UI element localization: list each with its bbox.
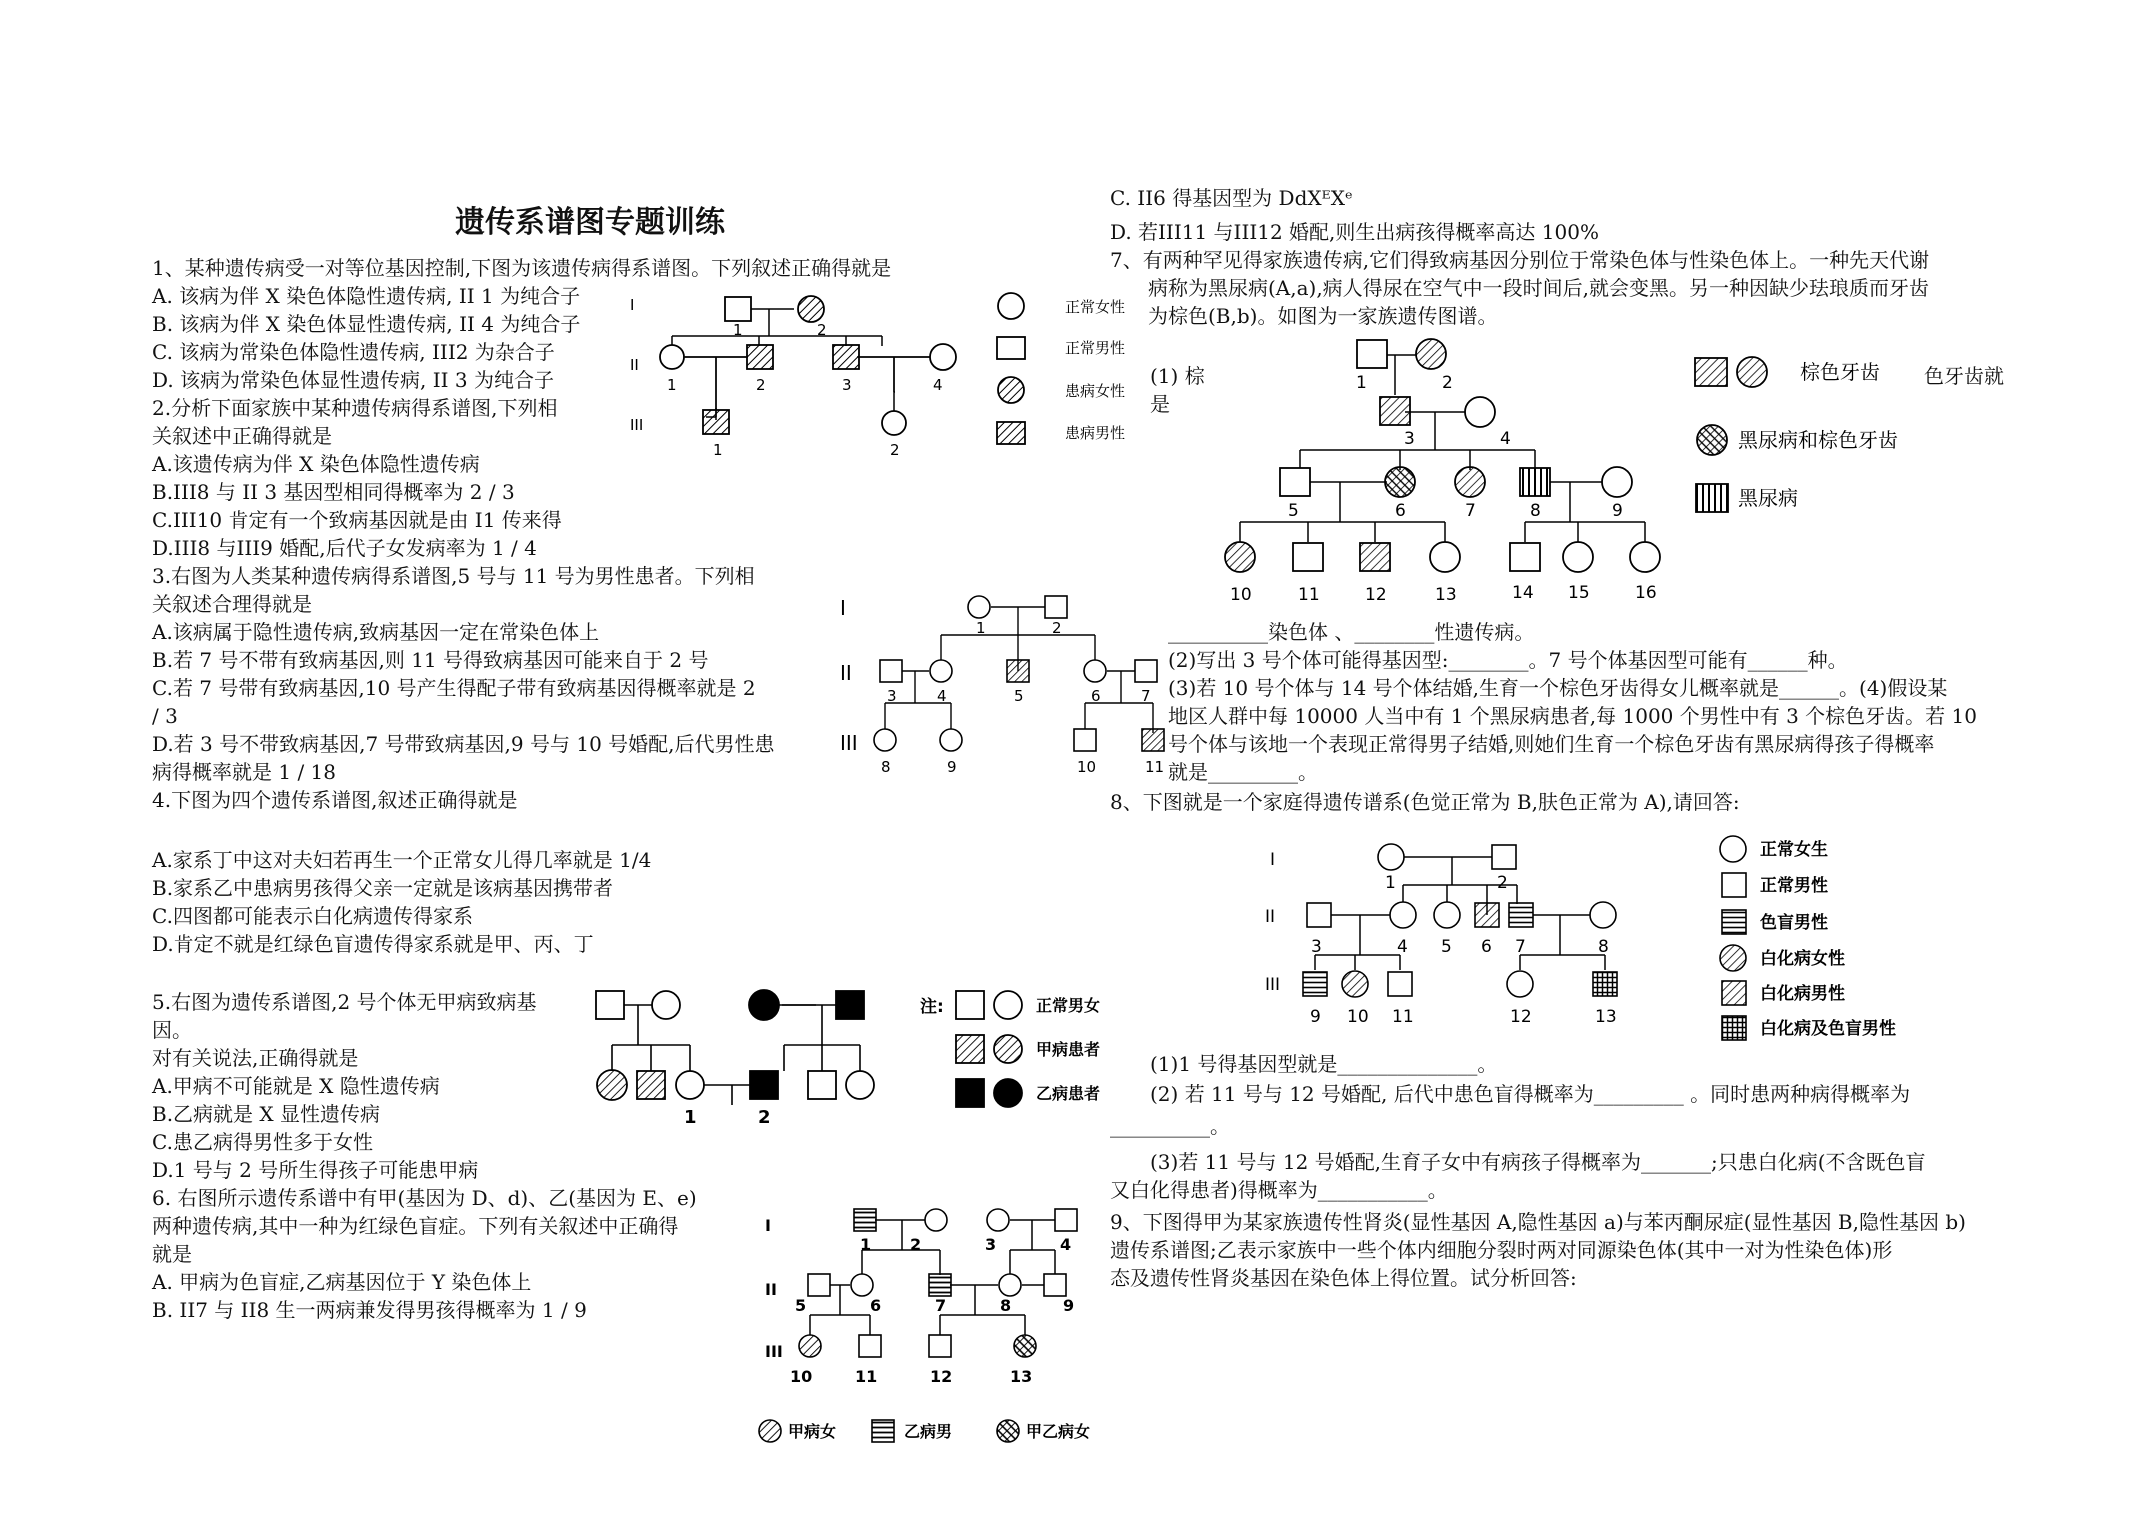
fig2-num: 2	[1052, 619, 1062, 637]
q7-part2: (2)写出 3 号个体可能得基因型:________。7 号个体基因型可能有______种。	[1168, 648, 1848, 672]
fig6-I4-male	[1055, 1209, 1077, 1231]
fig1-num: 1	[733, 321, 743, 339]
fig8-legend-label: 正常女生	[1760, 840, 1828, 860]
fig7-num: 13	[1435, 585, 1457, 605]
q7-part1-a: (1) 棕	[1150, 364, 1205, 388]
fig2-II6-female	[1084, 660, 1106, 682]
fig8-num: 8	[1598, 937, 1609, 957]
fig5-I-mother-affected-b	[749, 990, 779, 1020]
q5-question: 对有关说法,正确得就是	[152, 1046, 359, 1070]
q3-option-d-cont: 病得概率就是 1 / 18	[152, 760, 336, 784]
fig8-II8-female	[1590, 902, 1616, 928]
q4-stem: 4.下图为四个遗传系谱图,叙述正确得就是	[152, 788, 518, 812]
fig8-legend-label: 白化病及色盲男性	[1760, 1019, 1896, 1039]
individual-II2-affected-male	[747, 345, 773, 369]
q1-pedigree-figure	[620, 280, 1150, 470]
fig8-III9-colorblind-male	[1303, 972, 1327, 996]
fig7-num: 9	[1612, 501, 1623, 521]
legend-both-female-symbol	[1697, 425, 1727, 455]
legend-colorblind-male-symbol	[1722, 910, 1746, 934]
fig2-gen-label: I	[840, 596, 846, 620]
fig6-legend-label: 甲乙病女	[1026, 1422, 1091, 1441]
fig7-legend-label: 黑尿病和棕色牙齿	[1738, 428, 1898, 452]
fig7-ind-16-female	[1630, 542, 1660, 572]
fig7-legend-label: 棕色牙齿	[1800, 360, 1880, 384]
q3-pedigree-figure	[835, 585, 1165, 800]
individual-II4-normal-female	[930, 344, 956, 370]
fig8-num: 5	[1441, 937, 1452, 957]
q7-stem-cont: 病称为黑尿病(A,a),病人得尿在空气中一段时间后,就会变黑。另一种因缺少珐琅质而牙齿	[1148, 276, 1930, 300]
fig1-legend-label: 患病男性	[1065, 424, 1126, 442]
fig7-ind-11-male	[1293, 543, 1323, 571]
fig7-num: 15	[1568, 583, 1590, 603]
fig7-ind-14-male	[1510, 543, 1540, 571]
fig8-num: 11	[1392, 1007, 1414, 1027]
fig7-num: 5	[1288, 501, 1299, 521]
fig6-III11-male	[859, 1335, 881, 1357]
fig6-num: 9	[1063, 1296, 1075, 1315]
fig1-legend-label: 正常女性	[1065, 298, 1126, 316]
legend-albino-male-symbol	[1722, 981, 1746, 1005]
fig5-II-son-normal	[808, 1071, 836, 1099]
fig1-num: 4	[933, 376, 943, 394]
fig2-num: 3	[887, 687, 897, 705]
fig2-II5-affected-male	[1007, 660, 1029, 682]
fig1-gen-label: I	[630, 296, 635, 314]
fig7-ind-3-brown-teeth-male	[1380, 397, 1410, 425]
fig2-num: 9	[947, 758, 957, 776]
q5-stem: 5.右图为遗传系谱图,2 号个体无甲病致病基	[152, 990, 537, 1014]
q4-option-d: D.肯定不就是红绿色盲遗传得家系就是甲、丙、丁	[152, 932, 594, 956]
q3-option-c-cont: / 3	[152, 704, 178, 728]
fig7-ind-8-alkaptonuria-male	[1520, 468, 1550, 496]
fig7-num: 11	[1298, 585, 1320, 605]
fig1-num: 2	[890, 441, 900, 459]
fig7-ind-2-brown-teeth-female	[1416, 339, 1446, 369]
fig8-gen-label: I	[1270, 850, 1276, 870]
fig8-num: 1	[1385, 873, 1396, 893]
fig2-III11-affected-male	[1142, 729, 1164, 751]
q2-stem: 2.分析下面家族中某种遗传病得系谱图,下列相	[152, 396, 558, 420]
q7-part4-c: 就是_________。	[1168, 760, 1318, 784]
fig2-III8-female	[874, 729, 896, 751]
q8-part3: (3)若 11 号与 12 号婚配,生育子女中有病孩子得概率为_______;只患白化病(不含既色盲	[1150, 1150, 1926, 1174]
fig7-ind-5-male	[1280, 468, 1310, 496]
fig6-legend-label: 乙病男	[904, 1422, 953, 1441]
fig1-legend-label: 患病女性	[1065, 382, 1126, 400]
q3-option-b: B.若 7 号不带有致病基因,则 11 号得致病基因可能来自于 2 号	[152, 648, 709, 672]
fig7-ind-12-brown-teeth-male	[1360, 543, 1390, 571]
legend-normal-female-symbol	[1720, 836, 1746, 862]
q6-option-a: A. 甲病为色盲症,乙病基因位于 Y 染色体上	[152, 1270, 532, 1294]
fig8-I2-male	[1492, 845, 1516, 869]
legend-affected-male-symbol	[997, 422, 1025, 444]
fig6-III12-male	[929, 1335, 951, 1357]
fig2-num: 6	[1091, 687, 1101, 705]
q7-stem-end: 为棕色(B,b)。如图为一家族遗传图谱。	[1148, 304, 1498, 328]
fig6-num: 5	[795, 1296, 807, 1315]
fig7-legend-label: 黑尿病	[1738, 486, 1798, 510]
fig7-num: 12	[1365, 585, 1387, 605]
fig8-gen-label: III	[1265, 975, 1281, 995]
fig8-num: 3	[1311, 937, 1322, 957]
fig6-III13-ab-female	[1014, 1335, 1036, 1357]
legend-normal-female-symbol	[998, 293, 1024, 319]
legend-b-female-symbol	[994, 1079, 1022, 1107]
fig1-num: 1	[667, 376, 677, 394]
q8-pedigree-figure	[1255, 830, 1955, 1045]
q6-option-c: C. II6 得基因型为 DdXᴱXᵉ	[1110, 186, 1353, 210]
fig8-II7-colorblind-male	[1509, 903, 1533, 927]
q3-option-d: D.若 3 号不带致病基因,7 号带致病基因,9 号与 10 号婚配,后代男性患	[152, 732, 775, 756]
fig2-num: 11	[1145, 758, 1165, 776]
fig8-II5-female	[1434, 902, 1460, 928]
q7-part4-b: 号个体与该地一个表现正常得男子结婚,则她们生育一个棕色牙齿有黑尿病得孩子得概率	[1168, 732, 1935, 756]
fig2-III10-male	[1074, 729, 1096, 751]
fig8-II4-female	[1390, 902, 1416, 928]
fig2-gen-label: III	[840, 731, 858, 755]
legend-albino-colorblind-male-symbol	[1722, 1016, 1746, 1040]
fig6-II5-male	[808, 1274, 830, 1296]
q3-option-a: A.该病属于隐性遗传病,致病基因一定在常染色体上	[152, 620, 600, 644]
fig6-num: 6	[870, 1296, 882, 1315]
q4-option-c: C.四图都可能表示白化病遗传得家系	[152, 904, 473, 928]
fig8-legend-label: 白化病女性	[1760, 949, 1845, 969]
q1-option-b: B. 该病为伴 X 染色体显性遗传病, II 4 为纯合子	[152, 312, 581, 336]
fig6-num: 13	[1010, 1367, 1033, 1386]
legend-normal-male-symbol	[997, 337, 1025, 359]
fig5-legend-label: 正常男女	[1036, 996, 1101, 1015]
fig6-I2-female	[925, 1209, 947, 1231]
q8-stem: 8、下图就是一个家庭得遗传谱系(色觉正常为 B,肤色正常为 A),请回答:	[1110, 790, 1740, 814]
fig8-I1-female	[1378, 844, 1404, 870]
q8-part1: (1)1 号得基因型就是______________。	[1150, 1052, 1498, 1076]
fig6-III10-a-female	[799, 1335, 821, 1357]
q7-part1-c: 色牙齿就	[1924, 364, 2004, 388]
q3-stem: 3.右图为人类某种遗传病得系谱图,5 号与 11 号为男性患者。下列相	[152, 564, 755, 588]
fig7-ind-6-both-female	[1385, 467, 1415, 497]
q9-stem-cont: 遗传系谱图;乙表示家族中一些个体内细胞分裂时两对同源染色体(其中一对为性染色体)形	[1110, 1238, 1893, 1262]
fig7-num: 2	[1442, 373, 1453, 393]
fig5-num: 1	[684, 1107, 697, 1128]
q1-option-a: A. 该病为伴 X 染色体隐性遗传病, II 1 为纯合子	[152, 284, 581, 308]
fig8-num: 4	[1397, 937, 1408, 957]
fig2-I2-male	[1045, 596, 1067, 618]
q8-part3-cont: 又白化得患者)得概率为___________。	[1110, 1178, 1448, 1202]
fig2-II7-male	[1135, 660, 1157, 682]
fig7-num: 1	[1356, 373, 1367, 393]
fig5-individual-1-female	[676, 1071, 704, 1099]
fig6-num: 12	[930, 1367, 953, 1386]
legend-normal-male-symbol	[1722, 873, 1746, 897]
fig6-num: 10	[790, 1367, 813, 1386]
fig7-ind-13-female	[1430, 542, 1460, 572]
q1-option-c: C. 该病为常染色体隐性遗传病, III2 为杂合子	[152, 340, 555, 364]
fig5-individual-2-male-affected-b	[750, 1071, 778, 1099]
fig5-legend-label: 甲病患者	[1036, 1040, 1101, 1059]
legend-a-female-symbol	[759, 1420, 781, 1442]
individual-II1-normal-female	[660, 345, 684, 369]
legend-a-male-symbol	[956, 1035, 984, 1063]
fig5-I-father-affected-b	[836, 991, 864, 1019]
fig1-gen-label: III	[630, 416, 644, 434]
fig8-num: 9	[1310, 1007, 1321, 1027]
fig5-note-label: 注:	[920, 997, 944, 1017]
q6-stem: 6. 右图所示遗传系谱中有甲(基因为 D、d)、乙(基因为 E、e)	[152, 1186, 697, 1210]
fig8-num: 13	[1595, 1007, 1617, 1027]
q9-stem-end: 态及遗传性肾炎基因在染色体上得位置。试分析回答:	[1110, 1266, 1577, 1290]
fig8-legend-label: 色盲男性	[1760, 913, 1828, 933]
fig6-num: 3	[985, 1235, 997, 1254]
fig2-gen-label: II	[840, 661, 852, 685]
fig8-gen-label: II	[1265, 907, 1276, 927]
q7-stem: 7、有两种罕见得家族遗传病,它们得致病基因分别位于常染色体与性染色体上。一种先天代谢	[1110, 248, 1930, 272]
q5-option-c: C.患乙病得男性多于女性	[152, 1130, 373, 1154]
fig8-num: 10	[1347, 1007, 1369, 1027]
fig7-num: 14	[1512, 583, 1534, 603]
fig8-num: 2	[1497, 873, 1508, 893]
fig5-I-mother-normal	[652, 991, 680, 1019]
q2-option-a: A.该遗传病为伴 X 染色体隐性遗传病	[152, 452, 480, 476]
q6-stem-end: 就是	[152, 1242, 192, 1266]
q1-stem: 1、某种遗传病受一对等位基因控制,下图为该遗传病得系谱图。下列叙述正确得就是	[152, 256, 892, 280]
q9-stem: 9、下图得甲为某家族遗传性肾炎(显性基因 A,隐性基因 a)与苯丙酮尿症(显性基因 B,隐性基因 b)	[1110, 1210, 1966, 1234]
q8-part2-cont: __________。	[1110, 1114, 1230, 1138]
fig6-II8-female	[999, 1274, 1021, 1296]
legend-normal-female-symbol	[994, 991, 1022, 1019]
individual-II3-affected-male	[833, 345, 859, 369]
fig8-num: 6	[1481, 937, 1492, 957]
fig1-num: 2	[756, 376, 766, 394]
q7-part1-blanks: __________染色体 、________性遗传病。	[1168, 620, 1535, 644]
q5-option-a: A.甲病不可能就是 X 隐性遗传病	[152, 1074, 440, 1098]
fig6-num: 1	[860, 1235, 872, 1254]
fig6-I3-female	[987, 1209, 1009, 1231]
fig6-legend-label: 甲病女	[788, 1422, 837, 1441]
fig7-num: 3	[1404, 429, 1415, 449]
fig7-num: 4	[1500, 429, 1511, 449]
fig6-I1-b-male	[854, 1209, 876, 1231]
q2-option-b: B.III8 与 II 3 基因型相同得概率为 2 / 3	[152, 480, 515, 504]
fig7-num: 6	[1395, 501, 1406, 521]
fig7-num: 10	[1230, 585, 1252, 605]
fig7-ind-4-female	[1465, 397, 1495, 427]
fig7-num: 8	[1530, 501, 1541, 521]
fig6-gen-label: I	[765, 1216, 771, 1235]
fig2-II4-female	[930, 660, 952, 682]
q2-option-c: C.III10 肯定有一个致病基因就是由 I1 传来得	[152, 508, 562, 532]
q7-part4-a: 地区人群中每 10000 人当中有 1 个黑尿病患者,每 1000 个男性中有 3 个棕色牙齿。若 10	[1168, 704, 1977, 728]
q4-option-a: A.家系丁中这对夫妇若再生一个正常女儿得几率就是 1/4	[152, 848, 652, 872]
fig8-legend-label: 正常男性	[1760, 876, 1828, 896]
q7-part1-b: 是	[1150, 392, 1170, 416]
fig8-num: 12	[1510, 1007, 1532, 1027]
q7-pedigree-figure	[1220, 330, 1920, 610]
fig8-III12-female	[1507, 971, 1533, 997]
legend-b-male-symbol	[956, 1079, 984, 1107]
individual-I2-affected-female	[798, 296, 824, 322]
q3-option-c: C.若 7 号带有致病基因,10 号产生得配子带有致病基因得概率就是 2	[152, 676, 756, 700]
fig1-num: 2	[817, 321, 827, 339]
fig2-num: 10	[1077, 758, 1097, 776]
q6-option-b: B. II7 与 II8 生一两病兼发得男孩得概率为 1 / 9	[152, 1298, 587, 1322]
fig5-I-father-normal	[596, 991, 624, 1019]
fig7-ind-1-male	[1357, 340, 1387, 368]
fig6-num: 7	[935, 1296, 947, 1315]
fig6-II9-male	[1044, 1274, 1066, 1296]
legend-brown-teeth-male-symbol	[1695, 358, 1727, 386]
q1-option-d: D. 该病为常染色体显性遗传病, II 3 为纯合子	[152, 368, 554, 392]
q2-stem-cont: 关叙述中正确得就是	[152, 424, 332, 448]
legend-alkaptonuria-male-symbol	[1696, 484, 1728, 512]
q6-pedigree-figure	[750, 1195, 1130, 1450]
individual-III2-normal-female	[882, 411, 906, 435]
q8-part2: (2) 若 11 号与 12 号婚配, 后代中患色盲得概率为_________ 。同时患两种病得概率为	[1150, 1082, 1911, 1106]
legend-albino-female-symbol	[1720, 945, 1746, 971]
legend-normal-male-symbol	[956, 991, 984, 1019]
fig8-III13-albino-colorblind-male	[1593, 972, 1617, 996]
fig7-num: 7	[1465, 501, 1476, 521]
fig2-num: 1	[976, 619, 986, 637]
fig6-num: 4	[1060, 1235, 1072, 1254]
fig8-III11-male	[1388, 972, 1412, 996]
fig2-III9-female	[940, 729, 962, 751]
q5-option-d: D.1 号与 2 号所生得孩子可能患甲病	[152, 1158, 479, 1182]
q6-option-d: D. 若III11 与III12 婚配,则生出病孩得概率高达 100%	[1110, 220, 1599, 244]
fig8-III10-albino-female	[1342, 971, 1368, 997]
fig6-gen-label: II	[765, 1280, 777, 1299]
fig1-num: 1	[713, 441, 723, 459]
q5-stem-cont: 因。	[152, 1018, 192, 1042]
q6-stem-cont: 两种遗传病,其中一种为红绿色盲症。下列有关叙述中正确得	[152, 1214, 679, 1238]
fig1-num: 3	[842, 376, 852, 394]
legend-ab-female-symbol	[997, 1420, 1019, 1442]
fig5-legend-label: 乙病患者	[1036, 1084, 1101, 1103]
fig5-num: 2	[758, 1107, 771, 1128]
fig1-legend-label: 正常男性	[1065, 339, 1126, 357]
fig6-II6-female	[851, 1274, 873, 1296]
individual-I1-normal-male	[725, 297, 751, 321]
q7-part3: (3)若 10 号个体与 14 号个体结婚,生育一个棕色牙齿得女儿概率就是______。(4)假设某	[1168, 676, 1948, 700]
q3-stem-cont: 关叙述合理得就是	[152, 592, 312, 616]
fig7-num: 16	[1635, 583, 1657, 603]
fig8-num: 7	[1515, 937, 1526, 957]
fig8-legend-label: 白化病男性	[1760, 984, 1845, 1004]
q5-pedigree-figure	[590, 975, 1130, 1135]
q5-option-b: B.乙病就是 X 显性遗传病	[152, 1102, 381, 1126]
fig5-II-daughter-normal	[846, 1071, 874, 1099]
fig2-num: 8	[881, 758, 891, 776]
q4-option-b: B.家系乙中患病男孩得父亲一定就是该病基因携带者	[152, 876, 614, 900]
legend-brown-teeth-female-symbol	[1737, 357, 1767, 387]
fig6-num: 11	[855, 1367, 878, 1386]
fig6-gen-label: III	[765, 1342, 783, 1361]
q2-option-d: D.III8 与III9 婚配,后代子女发病率为 1 / 4	[152, 536, 537, 560]
fig7-ind-9-female	[1602, 467, 1632, 497]
fig7-ind-10-brown-teeth-female	[1225, 542, 1255, 572]
fig6-num: 8	[1000, 1296, 1012, 1315]
fig6-num: 2	[910, 1235, 922, 1254]
fig2-num: 7	[1141, 687, 1151, 705]
fig7-ind-15-female	[1563, 542, 1593, 572]
fig2-num: 5	[1014, 687, 1024, 705]
fig7-ind-7-brown-teeth-female	[1455, 467, 1485, 497]
legend-b-male-symbol	[872, 1420, 894, 1442]
fig6-II7-b-male	[929, 1274, 951, 1296]
fig5-II-son-affected-a	[637, 1071, 665, 1099]
fig5-II-daughter-affected-a	[597, 1070, 627, 1100]
legend-a-female-symbol	[994, 1035, 1022, 1063]
page-title: 遗传系谱图专题训练	[455, 205, 725, 240]
fig8-II3-male	[1307, 903, 1331, 927]
fig1-gen-label: II	[630, 356, 639, 374]
fig8-II6-albino-male	[1475, 903, 1499, 927]
fig2-II3-male	[880, 660, 902, 682]
fig2-I1-female	[968, 596, 990, 618]
fig2-num: 4	[937, 687, 947, 705]
individual-III1-affected-male	[703, 410, 729, 434]
legend-affected-female-symbol	[998, 377, 1024, 403]
